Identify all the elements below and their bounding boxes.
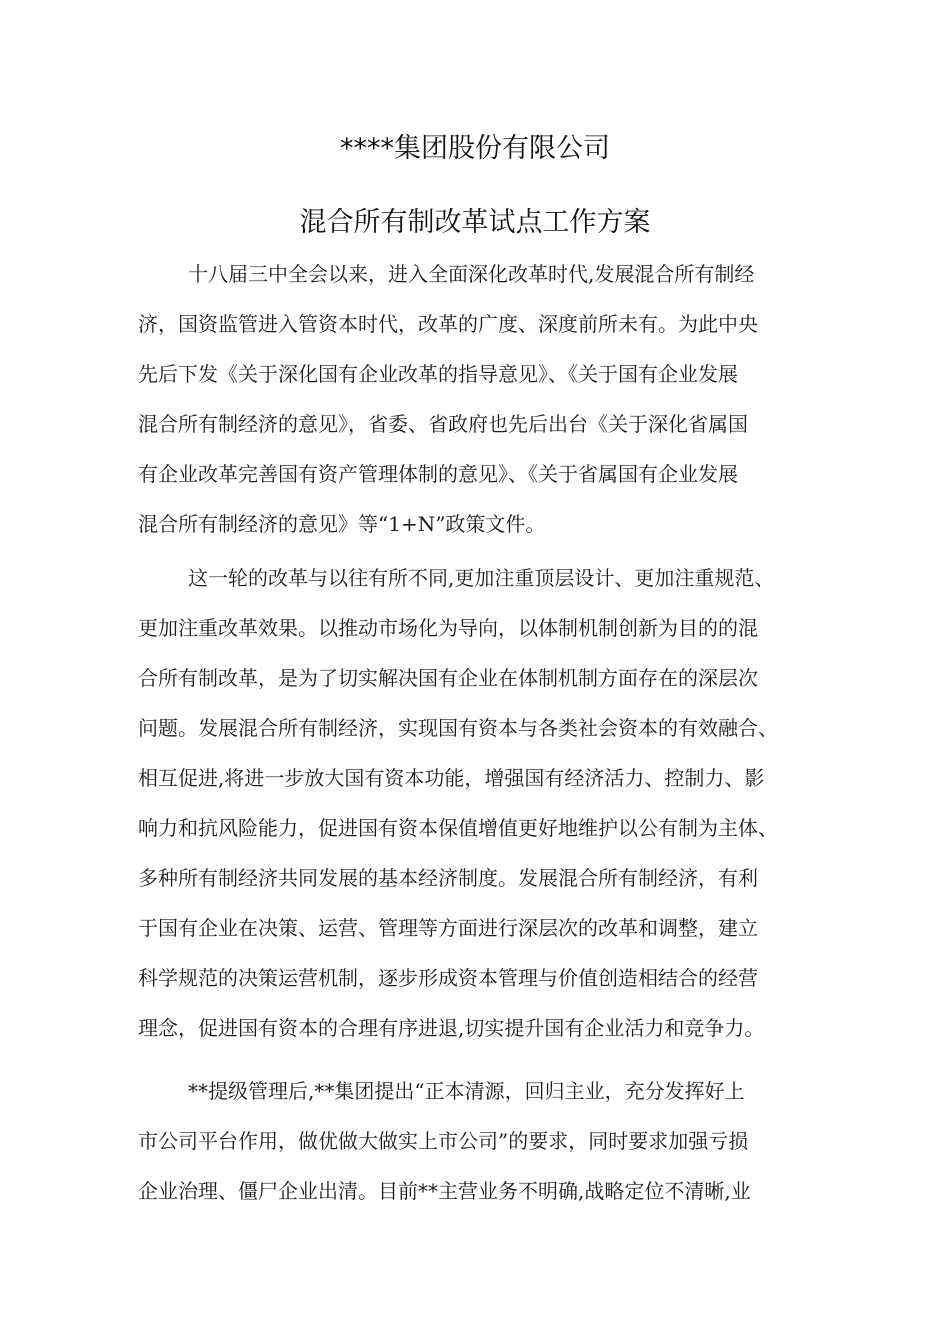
paragraph-line: 问题。发展混合所有制经济，实现国有资本与各类社会资本的有效融合、 bbox=[138, 716, 778, 740]
paragraph-line: 多种所有制经济共同发展的基本经济制度。发展混合所有制经济，有利 bbox=[138, 866, 758, 890]
paragraph-line: 济，国资监管进入管资本时代，改革的广度、深度前所未有。为此中央 bbox=[138, 312, 758, 336]
paragraph-line: 科学规范的决策运营机制，逐步形成资本管理与价值创造相结合的经营 bbox=[138, 966, 758, 990]
paragraph-line: 相互促进,将进一步放大国有资本功能，增强国有经济活力、控制力、影 bbox=[138, 766, 765, 790]
paragraph-line: 合所有制改革，是为了切实解决国有企业在体制机制方面存在的深层次 bbox=[138, 666, 758, 690]
paragraph-line: 更加注重改革效果。以推动市场化为导向，以体制机制创新为目的的混 bbox=[138, 616, 758, 640]
paragraph-line: 十八届三中全会以来，进入全面深化改革时代,发展混合所有制经 bbox=[188, 262, 755, 286]
paragraph-line: 企业治理、僵尸企业出清。目前**主营业务不明确,战略定位不清晰,业 bbox=[138, 1179, 751, 1203]
paragraph-line: 混合所有制经济的意见》等“1+N”政策文件。 bbox=[138, 512, 546, 536]
paragraph-line: 混合所有制经济的意见》，省委、省政府也先后出台《关于深化省属国 bbox=[138, 412, 748, 436]
paragraph-line: 理念，促进国有资本的合理有序进退,切实提升国有企业活力和竞争力。 bbox=[138, 1016, 765, 1040]
paragraph-line: 先后下发《关于深化国有企业改革的指导意见》、《关于国有企业发展 bbox=[138, 362, 738, 386]
document-title-line-2: 混合所有制改革试点工作方案 bbox=[299, 207, 651, 238]
document-title-line-1: ****集团股份有限公司 bbox=[340, 133, 610, 164]
paragraph-1 bbox=[138, 261, 758, 561]
paragraph-2 bbox=[138, 565, 778, 1065]
paragraph-line: **提级管理后,**集团提出“正本清源，回归主业，充分发挥好上 bbox=[188, 1079, 745, 1103]
paragraph-3 bbox=[138, 1078, 751, 1228]
paragraph-line: 有企业改革完善国有资产管理体制的意见》、《关于省属国有企业发展 bbox=[138, 462, 738, 486]
paragraph-line: 于国有企业在决策、运营、管理等方面进行深层次的改革和调整，建立 bbox=[138, 916, 758, 940]
paragraph-line: 市公司平台作用，做优做大做实上市公司”的要求，同时要求加强亏损 bbox=[138, 1129, 749, 1153]
paragraph-line: 响力和抗风险能力，促进国有资本保值增值更好地维护以公有制为主体、 bbox=[138, 816, 778, 840]
paragraph-line: 这一轮的改革与以往有所不同,更加注重顶层设计、更加注重规范、 bbox=[188, 566, 775, 590]
